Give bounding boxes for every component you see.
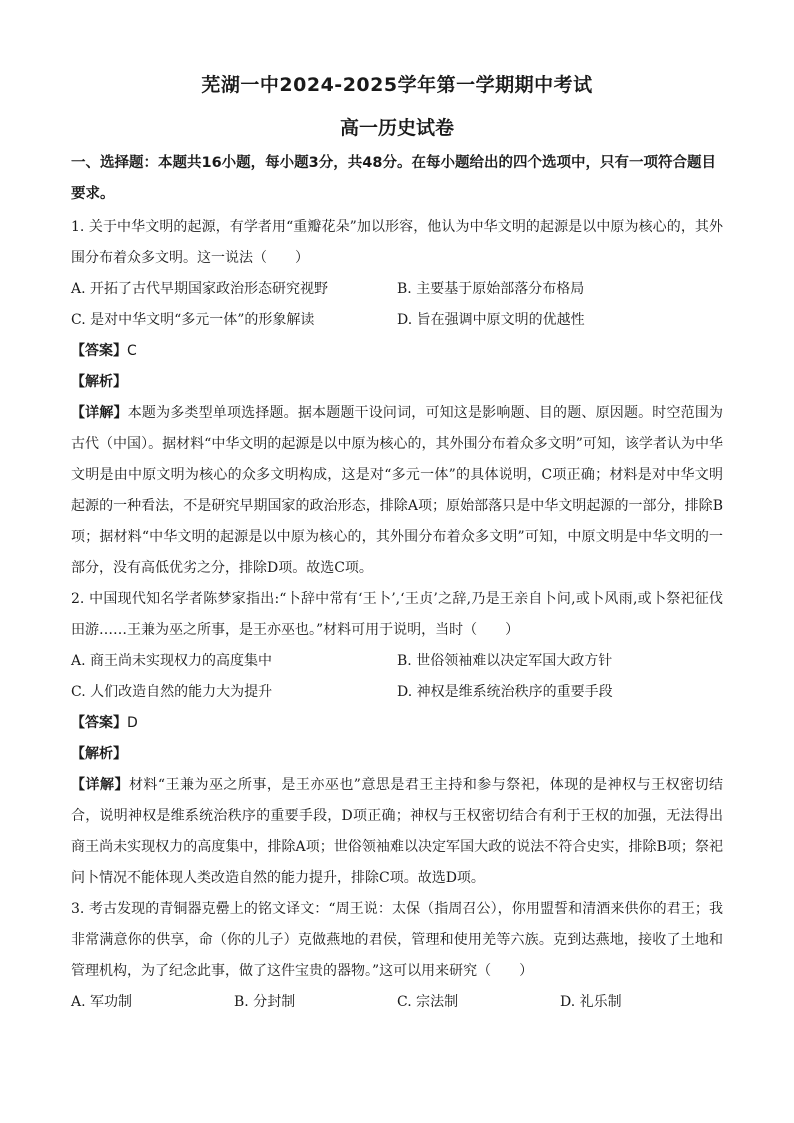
question-2: [71, 584, 723, 894]
option-b[interactable]: B. 分封制: [234, 994, 296, 1010]
option-a[interactable]: A. 开拓了古代早期国家政治形态研究视野: [71, 281, 329, 297]
question-options: [71, 987, 723, 1018]
question-stem: 3. 考古发现的青铜器克罍上的铭文译文：“周王说：太保（指周召公），你用盟誓和清酒来供你的君王；我非常满意你的供享，命（你的儿子）克做燕地的君侯，管理和使用羌等六族。克到达燕地，接收了土地和管理机构，为了纪念此事，做了这件宝贵的器物。”这可以用来研究（ ）: [71, 901, 723, 979]
option-a[interactable]: A. 商王尚未实现权力的高度集中: [71, 653, 273, 669]
option-a[interactable]: A. 军功制: [71, 994, 133, 1010]
answer-label: 【答案】: [71, 343, 127, 359]
detail-label: 【详解】: [71, 777, 129, 793]
exam-title: 芜湖一中2024-2025学年第一学期期中考试: [201, 74, 593, 96]
exam-subtitle: 高一历史试卷: [339, 117, 454, 139]
option-b[interactable]: B. 主要基于原始部落分布格局: [397, 281, 585, 297]
answer-line: [71, 336, 723, 367]
option-b[interactable]: B. 世俗领袖难以决定军国大政方针: [397, 653, 613, 669]
question-stem: 2. 中国现代知名学者陈梦家指出:“卜辞中常有‘王卜’,‘王贞’之辞,乃是王亲自卜问,或卜风雨,或卜祭祀征伐田游……王兼为巫之所事，是王亦巫也。”材料可用于说明，当时（ ）: [71, 591, 723, 638]
option-d[interactable]: D. 旨在强调中原文明的优越性: [397, 312, 585, 328]
answer-value: C: [127, 343, 137, 359]
option-c[interactable]: C. 宗法制: [397, 994, 459, 1010]
detail-paragraph: [71, 770, 723, 894]
question-options: [71, 646, 723, 708]
question-3: [71, 894, 723, 1018]
option-d[interactable]: D. 礼乐制: [560, 994, 622, 1010]
answer-value: D: [127, 715, 138, 731]
option-d[interactable]: D. 神权是维系统治秩序的重要手段: [397, 684, 613, 700]
detail-label: 【详解】: [71, 405, 128, 421]
detail-text: 本题为多类型单项选择题。据本题题干设问词，可知这是影响题、目的题、原因题。时空范围为古代（中国）。据材料“中华文明的起源是以中原为核心的，其外围分布着众多文明”可知，该学者认为中华文明是由中原文明为核心的众多文明构成，这是对“多元一体”的具体说明，C项正确；材料是对中华文明起源的一种看法，不是研究早期国家的政治形态，排除A项；原始部落只是中华文明起源的一部分，排除B项；据材料“中华文明的起源是以中原为核心的，其外围分布着众多文明”可知，中原文明是中华文明的一部分，没有高低优劣之分，排除D项。故选C项。: [71, 405, 724, 576]
detail-paragraph: [71, 398, 723, 584]
answer-label: 【答案】: [71, 715, 127, 731]
question-stem: 1. 关于中华文明的起源，有学者用“重瓣花朵”加以形容，他认为中华文明的起源是以中原为核心的，其外围分布着众多文明。这一说法（ ）: [71, 219, 723, 266]
question-1: [71, 212, 723, 584]
option-c[interactable]: C. 人们改造自然的能力大为提升: [71, 684, 273, 700]
option-c[interactable]: C. 是对中华文明“多元一体”的形象解读: [71, 312, 315, 328]
exam-content: [71, 148, 723, 1018]
analysis-label: 【解析】: [71, 374, 127, 390]
detail-text: 材料“王兼为巫之所事，是王亦巫也”意思是君王主持和参与祭祀，体现的是神权与王权密切结合，说明神权是维系统治秩序的重要手段，D项正确；神权与王权密切结合有利于王权的加强，无法得出商王尚未实现权力的高度集中，排除A项；世俗领袖难以决定军国大政的说法不符合史实，排除B项；祭祀问卜情况不能体现人类改造自然的能力提升，排除C项。故选D项。: [71, 777, 724, 886]
analysis-label: 【解析】: [71, 746, 127, 762]
section-heading: 一、选择题：本题共16小题，每小题3分，共48分。在每小题给出的四个选项中，只有一项符合题目要求。: [71, 155, 716, 202]
question-options: [71, 274, 723, 336]
answer-line: [71, 708, 723, 739]
